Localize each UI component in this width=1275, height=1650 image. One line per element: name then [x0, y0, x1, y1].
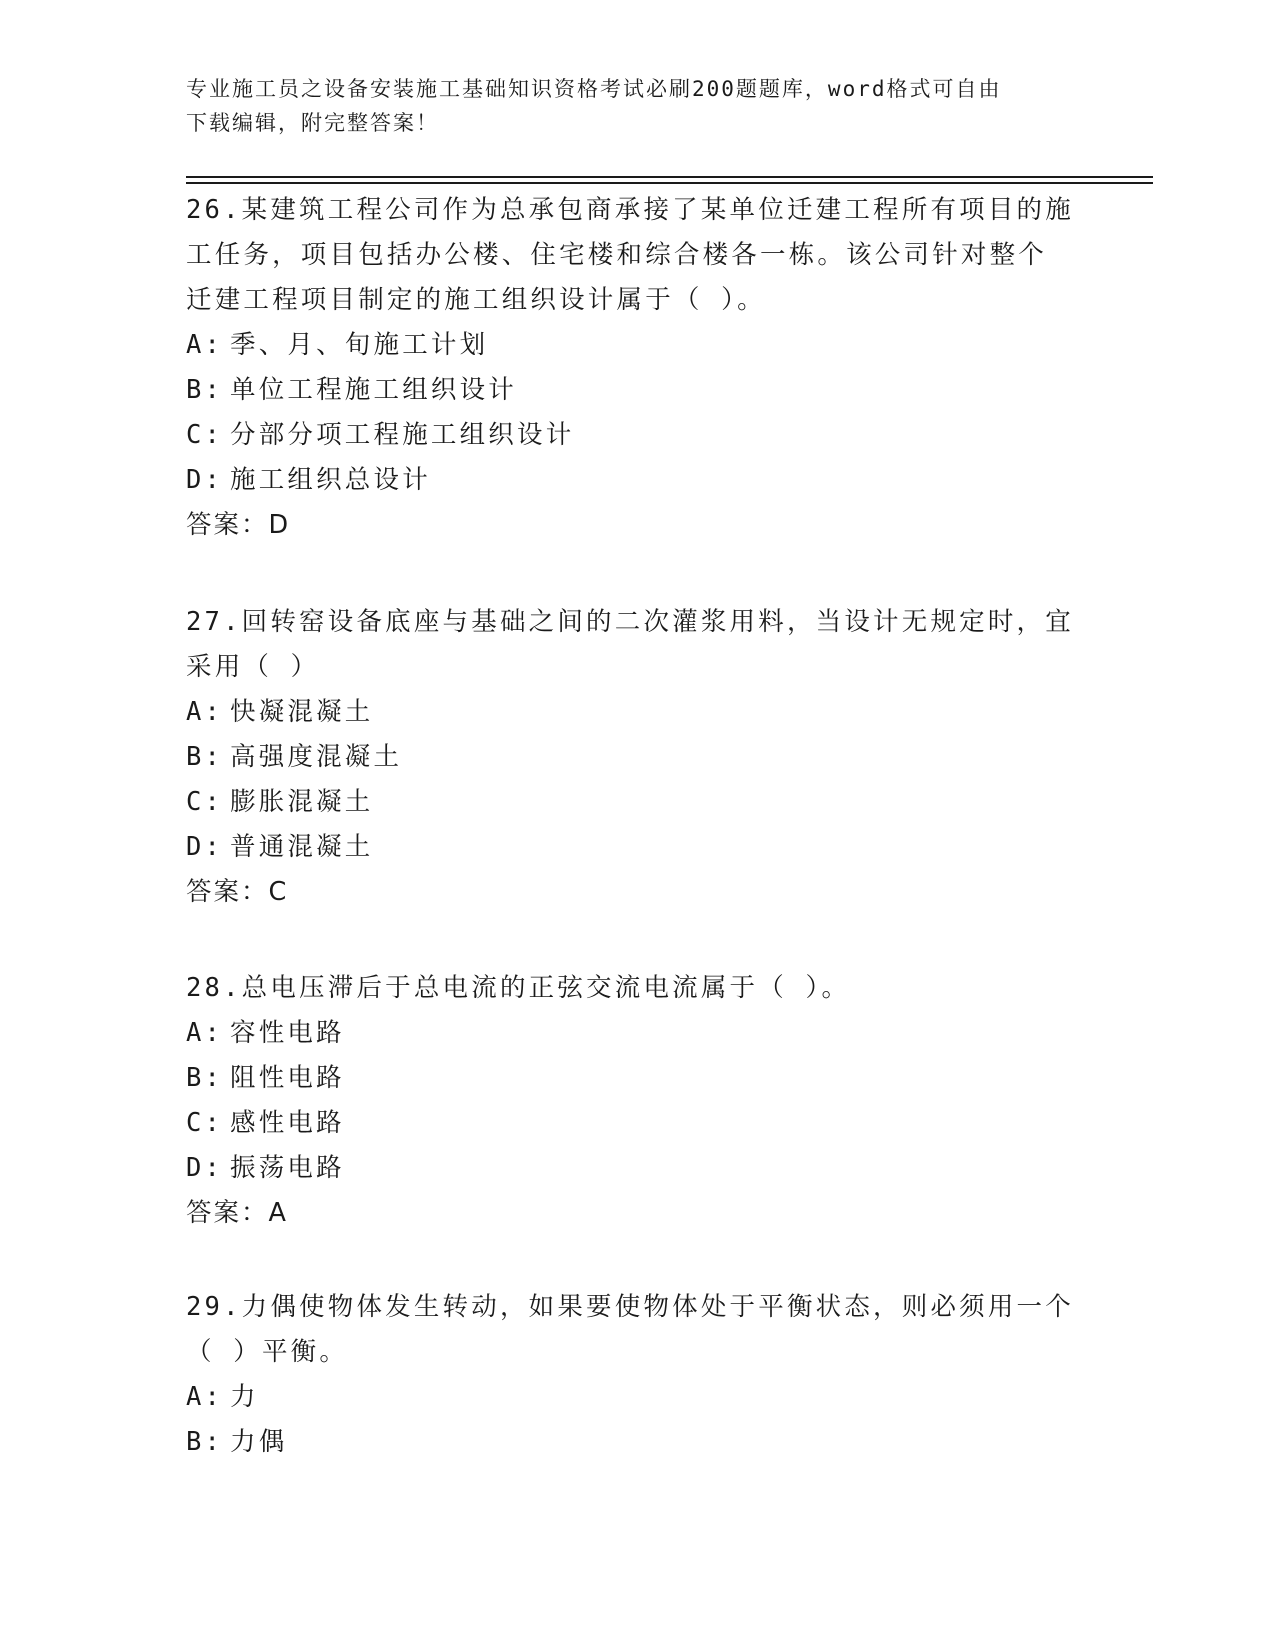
- option-b: [186, 368, 1086, 413]
- option-key: B:: [186, 375, 224, 405]
- option-key: A:: [186, 1382, 224, 1412]
- option-key: B:: [186, 742, 224, 772]
- option-a: [186, 1375, 1086, 1420]
- question-stem-line: 27.回转窑设备底座与基础之间的二次灌浆用料，当设计无规定时，宜: [186, 607, 1074, 637]
- option-c: [186, 780, 1086, 825]
- option-key: A:: [186, 1018, 224, 1048]
- answer-line: 答案：D: [186, 510, 291, 540]
- question-stem-line: 28.总电压滞后于总电流的正弦交流电流属于（ ）。: [186, 973, 851, 1003]
- option-key: B:: [186, 1063, 224, 1093]
- option-b: [186, 735, 1086, 780]
- question-stem-line: 26.某建筑工程公司作为总承包商承接了某单位迁建工程所有项目的施: [186, 195, 1074, 225]
- option-d: [186, 825, 1086, 870]
- header-divider-bottom: [186, 182, 1153, 184]
- option-d: [186, 1146, 1086, 1191]
- document-header: [186, 72, 1066, 140]
- question-stem-line: 工任务，项目包括办公楼、住宅楼和综合楼各一栋。该公司针对整个: [186, 240, 1048, 270]
- question-stem-line: 29.力偶使物体发生转动，如果要使物体处于平衡状态，则必须用一个: [186, 1292, 1074, 1322]
- option-a: [186, 690, 1086, 735]
- option-key: D:: [186, 465, 224, 495]
- option-text: 力偶: [230, 1427, 288, 1457]
- option-text: 普通混凝土: [230, 832, 374, 862]
- question-stem-line: （ ）平衡。: [186, 1337, 349, 1367]
- option-key: A:: [186, 330, 224, 360]
- option-c: [186, 413, 1086, 458]
- option-a: [186, 1011, 1086, 1056]
- option-key: D:: [186, 1153, 224, 1183]
- question-26: [186, 188, 1086, 548]
- option-text: 季、月、旬施工计划: [230, 330, 489, 360]
- question-stem-line: 迁建工程项目制定的施工组织设计属于（ ）。: [186, 285, 766, 315]
- header-line-2: 下载编辑，附完整答案！: [186, 111, 439, 135]
- option-key: C:: [186, 420, 224, 450]
- header-divider-top: [186, 176, 1153, 178]
- header-line-1: 专业施工员之设备安装施工基础知识资格考试必刷200题题库，word格式可自由: [186, 77, 1002, 101]
- question-stem-line: 采用（ ）: [186, 652, 320, 682]
- option-text: 力: [230, 1382, 259, 1412]
- question-27: [186, 600, 1086, 915]
- option-key: C:: [186, 1108, 224, 1138]
- option-text: 快凝混凝土: [230, 697, 374, 727]
- option-text: 振荡电路: [230, 1153, 345, 1183]
- option-text: 高强度混凝土: [230, 742, 403, 772]
- answer-line: 答案：A: [186, 1198, 288, 1228]
- question-28: [186, 966, 1086, 1236]
- option-d: [186, 458, 1086, 503]
- option-key: A:: [186, 697, 224, 727]
- option-text: 单位工程施工组织设计: [230, 375, 518, 405]
- option-text: 分部分项工程施工组织设计: [230, 420, 575, 450]
- option-text: 施工组织总设计: [230, 465, 431, 495]
- question-29: [186, 1285, 1086, 1465]
- option-key: C:: [186, 787, 224, 817]
- option-text: 阻性电路: [230, 1063, 345, 1093]
- option-b: [186, 1056, 1086, 1101]
- option-text: 膨胀混凝土: [230, 787, 374, 817]
- option-text: 感性电路: [230, 1108, 345, 1138]
- option-text: 容性电路: [230, 1018, 345, 1048]
- option-c: [186, 1101, 1086, 1146]
- option-key: B:: [186, 1427, 224, 1457]
- option-key: D:: [186, 832, 224, 862]
- option-a: [186, 323, 1086, 368]
- option-b: [186, 1420, 1086, 1465]
- answer-line: 答案：C: [186, 877, 289, 907]
